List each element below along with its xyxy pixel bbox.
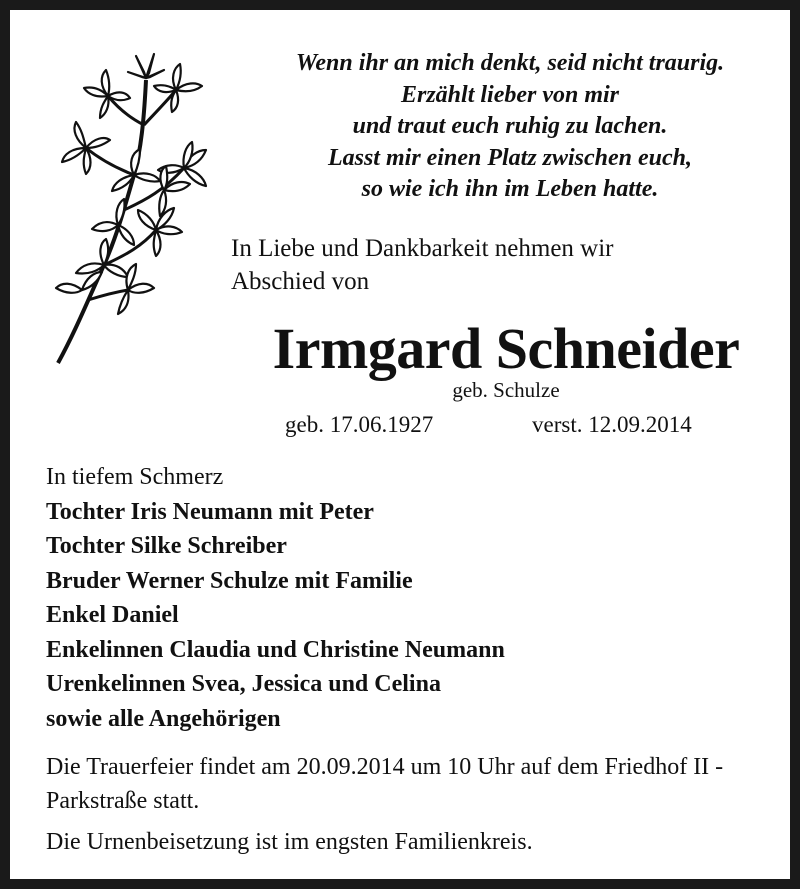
mourner-entry: Enkelinnen Claudia und Christine Neumann: [46, 636, 505, 663]
mourner-entry: sowie alle Angehörigen: [46, 705, 281, 732]
death-date: verst. 12.09.2014: [532, 412, 692, 437]
deceased-name: Irmgard Schneider: [272, 316, 740, 381]
intro-line-2: Abschied von: [231, 268, 370, 295]
farewell-intro: [231, 232, 767, 298]
mourners-list: [46, 460, 786, 736]
flower-branch-icon: [46, 50, 231, 375]
mourner-entry: Bruder Werner Schulze mit Familie: [46, 567, 413, 594]
mourner-entry: Enkel Daniel: [46, 602, 179, 628]
poem-line: Erzählt lieber von mir: [400, 81, 620, 108]
poem-line: Lasst mir einen Platz zwischen euch,: [327, 144, 693, 171]
memorial-poem: [230, 48, 790, 206]
birth-date: geb. 17.06.1927: [285, 412, 434, 437]
mourner-entry: Tochter Silke Schreiber: [46, 533, 287, 559]
funeral-info: [46, 750, 786, 859]
poem-line: so wie ich ihn im Leben hatte.: [361, 176, 659, 202]
funeral-service-text: Die Trauerfeier findet am 20.09.2014 um 10 Uhr auf dem Friedhof II - Parkstraße statt.: [46, 754, 724, 814]
maiden-name: geb. Schulze: [452, 378, 560, 402]
poem-line: Wenn ihr an mich denkt, seid nicht traurig.: [295, 50, 725, 76]
poem-line: und traut euch ruhig zu lachen.: [352, 113, 668, 139]
burial-text: Die Urnenbeisetzung ist im engsten Familienkreis.: [46, 829, 533, 855]
mourner-entry: Tochter Iris Neumann mit Peter: [46, 498, 374, 525]
mourners-lead: In tiefem Schmerz: [46, 464, 224, 490]
mourner-entry: Urenkelinnen Svea, Jessica und Celina: [46, 671, 441, 697]
intro-line-1: In Liebe und Dankbarkeit nehmen wir: [231, 235, 614, 262]
